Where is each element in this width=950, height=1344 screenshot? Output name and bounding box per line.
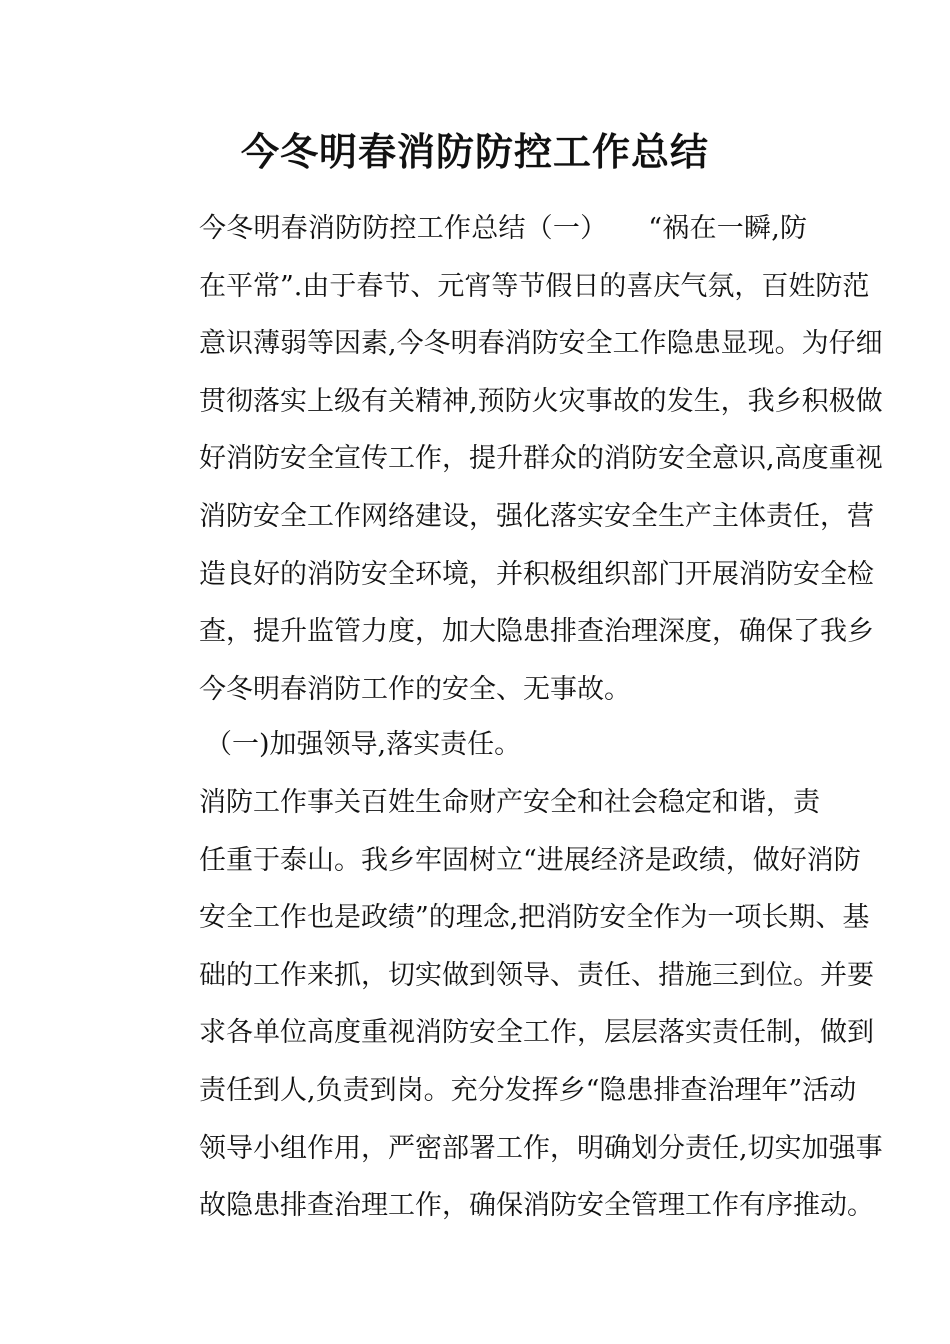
text-line: 查，提升监管力度，加大隐患排查治理深度，确保了我乡 bbox=[199, 616, 874, 648]
text-line: 求各单位高度重视消防安全工作，层层落实责任制，做到 bbox=[199, 1017, 874, 1049]
text-line: 意识薄弱等因素,今冬明春消防安全工作隐患显现。为仔细 bbox=[199, 328, 883, 360]
text-line: 责任到人,负责到岗。充分发挥乡“隐患排查治理年”活动 bbox=[199, 1074, 857, 1106]
document-title: 今冬明春消防防控工作总结 bbox=[240, 129, 709, 174]
text-line: 任重于泰山。我乡牢固树立“进展经济是政绩，做好消防 bbox=[199, 844, 861, 876]
text-line: 造良好的消防安全环境，并积极组织部门开展消防安全检 bbox=[199, 558, 874, 590]
section-heading-text: （一)加强领导,落实责任。 bbox=[205, 729, 522, 760]
text-line: 在平常”.由于春节、元宵等节假日的喜庆气氛，百姓防范 bbox=[199, 270, 870, 302]
text-line: 故隐患排查治理工作，确保消防安全管理工作有序推动。 bbox=[199, 1190, 874, 1222]
text-line: 消防安全工作网络建设，强化落实安全生产主体责任，营 bbox=[199, 500, 874, 532]
section-heading bbox=[145, 716, 807, 774]
text-line: 消防工作事关百姓生命财产安全和社会稳定和谐，责 bbox=[199, 787, 820, 818]
paragraph-section-body bbox=[145, 774, 883, 1235]
text-line: 础的工作来抓，切实做到领导、责任、措施三到位。并要 bbox=[199, 959, 874, 991]
text-line: 领导小组作用，严密部署工作，明确划分责任,切实加强事 bbox=[199, 1132, 883, 1164]
text-line: 今冬明春消防工作的安全、无事故。 bbox=[199, 673, 631, 705]
text-line: 安全工作也是政绩”的理念,把消防安全作为一项长期、基 bbox=[199, 902, 870, 934]
text-line: 今冬明春消防防控工作总结（一） “祸在一瞬,防 bbox=[199, 213, 807, 244]
paragraph-intro bbox=[145, 200, 883, 718]
text-line: 贯彻落实上级有关精神,预防火灾事故的发生，我乡积极做 bbox=[199, 385, 883, 417]
text-line: 好消防安全宣传工作，提升群众的消防安全意识,高度重视 bbox=[199, 443, 883, 475]
